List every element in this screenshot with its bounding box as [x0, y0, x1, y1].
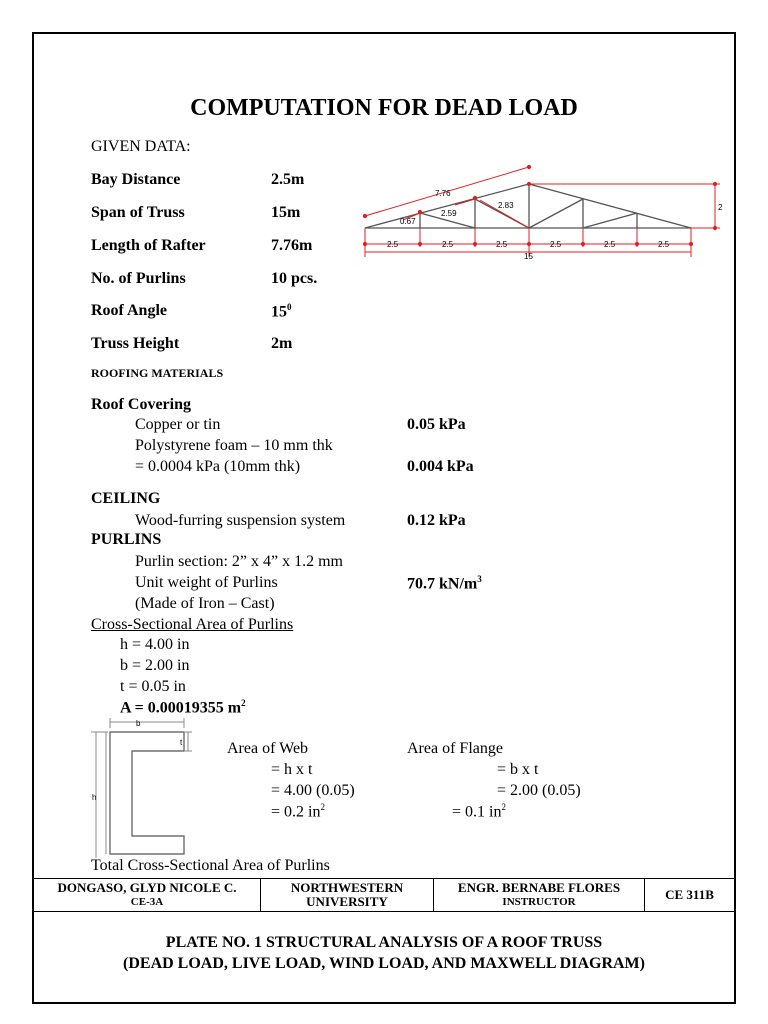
school-line: NORTHWESTERN — [290, 880, 404, 895]
member-label: 0.67 — [400, 217, 416, 226]
given-value: 10 pcs. — [271, 270, 318, 287]
member-label: 2.59 — [441, 209, 457, 218]
given-label: Truss Height — [91, 335, 180, 352]
given-label: Span of Truss — [91, 204, 185, 221]
student-name: DONGASO, GLYD NICOLE C. — [57, 880, 237, 895]
plate-line: (DEAD LOAD, LIVE LOAD, WIND LOAD, AND MAXWELL DIAGRAM) — [123, 955, 645, 972]
dimension-line: b = 2.00 in — [120, 657, 190, 674]
ceiling-line: Wood-furring suspension system — [135, 512, 346, 529]
area-result: A = 0.00019355 $m^2$ — [120, 698, 246, 717]
web-heading: Area of Web — [227, 740, 309, 757]
truss-height-label: 2 — [718, 203, 723, 212]
material-value: 0.004 kPa — [407, 458, 474, 475]
title-block — [33, 878, 735, 912]
rafter-length-label: 7.76 — [435, 189, 451, 198]
truss-diagram — [355, 162, 730, 262]
instructor-role: INSTRUCTOR — [502, 896, 576, 908]
bay-label: 2.5 — [604, 240, 616, 249]
given-label: Bay Distance — [91, 171, 181, 188]
bay-label: 2.5 — [496, 240, 508, 249]
right-rafter — [529, 184, 691, 228]
flange-line: = 2.00 (0.05) — [497, 782, 581, 799]
c-section-diagram — [88, 718, 198, 870]
unit-weight-value: 70.7 $kN/m^3$ — [407, 574, 482, 593]
given-value: 2.5m — [271, 171, 305, 188]
given-value: 15m — [271, 204, 301, 221]
material-line: Polystyrene foam – 10 mm thk — [135, 437, 333, 454]
bay-label: 2.5 — [658, 240, 670, 249]
material-line: Copper or tin — [135, 416, 221, 433]
purlins-heading: PURLINS — [91, 531, 162, 548]
roofing-materials-heading: ROOFING MATERIALS — [91, 366, 224, 380]
school-cell — [261, 879, 434, 912]
flange-line: = b x t — [497, 761, 539, 778]
page-title: COMPUTATION FOR DEAD LOAD — [190, 95, 578, 121]
purlin-line: Purlin section: 2” x 4” x 1.2 mm — [135, 553, 343, 570]
span-label: 15 — [524, 252, 533, 261]
given-label: Length of Rafter — [91, 237, 206, 254]
web-line: = 4.00 (0.05) — [271, 782, 355, 799]
purlin-line: (Made of Iron – Cast) — [135, 595, 275, 612]
course-code: CE 311B — [645, 879, 735, 912]
given-value: 2m — [271, 335, 293, 352]
given-value: 7.76m — [271, 237, 313, 254]
flange-heading: Area of Flange — [407, 740, 503, 757]
member-label: 2.83 — [498, 201, 514, 210]
web-line: = h x t — [271, 761, 313, 778]
ceiling-heading: CEILING — [91, 490, 161, 507]
roof-covering-heading: Roof Covering — [91, 396, 191, 413]
dimension-line: h = 4.00 in — [120, 636, 190, 653]
plate-caption — [33, 916, 735, 1002]
material-value: 0.05 kPa — [407, 416, 466, 433]
ceiling-value: 0.12 kPa — [407, 512, 466, 529]
web-result: = 0.2 $in^2$ — [271, 802, 325, 821]
total-area-line: Total Cross-Sectional Area of Purlins — [91, 857, 330, 874]
dimension-line: t = 0.05 in — [120, 678, 186, 695]
student-cell — [34, 879, 261, 912]
bay-label: 2.5 — [550, 240, 562, 249]
flange-result: = 0.1 $in^2$ — [452, 802, 506, 821]
instructor-cell — [434, 879, 645, 912]
given-value: $15^0$ — [271, 302, 292, 321]
instructor-name: ENGR. BERNABE FLORES — [457, 880, 621, 895]
student-section: CE-3A — [130, 896, 164, 908]
plate-line: PLATE NO. 1 STRUCTURAL ANALYSIS OF A ROOF TRUSS — [165, 934, 603, 951]
t-label: t — [180, 738, 183, 747]
b-label: b — [136, 719, 141, 728]
bay-label: 2.5 — [442, 240, 454, 249]
h-label: h — [92, 793, 97, 802]
bay-label: 2.5 — [387, 240, 399, 249]
cross-section-heading: Cross-Sectional Area of Purlins — [91, 616, 294, 633]
school-line: UNIVERSITY — [306, 894, 388, 909]
given-label: No. of Purlins — [91, 270, 186, 287]
material-line: = 0.0004 kPa (10mm thk) — [135, 458, 301, 475]
given-data-heading: GIVEN DATA: — [91, 138, 191, 155]
given-label: Roof Angle — [91, 302, 167, 319]
purlin-line: Unit weight of Purlins — [135, 574, 278, 591]
